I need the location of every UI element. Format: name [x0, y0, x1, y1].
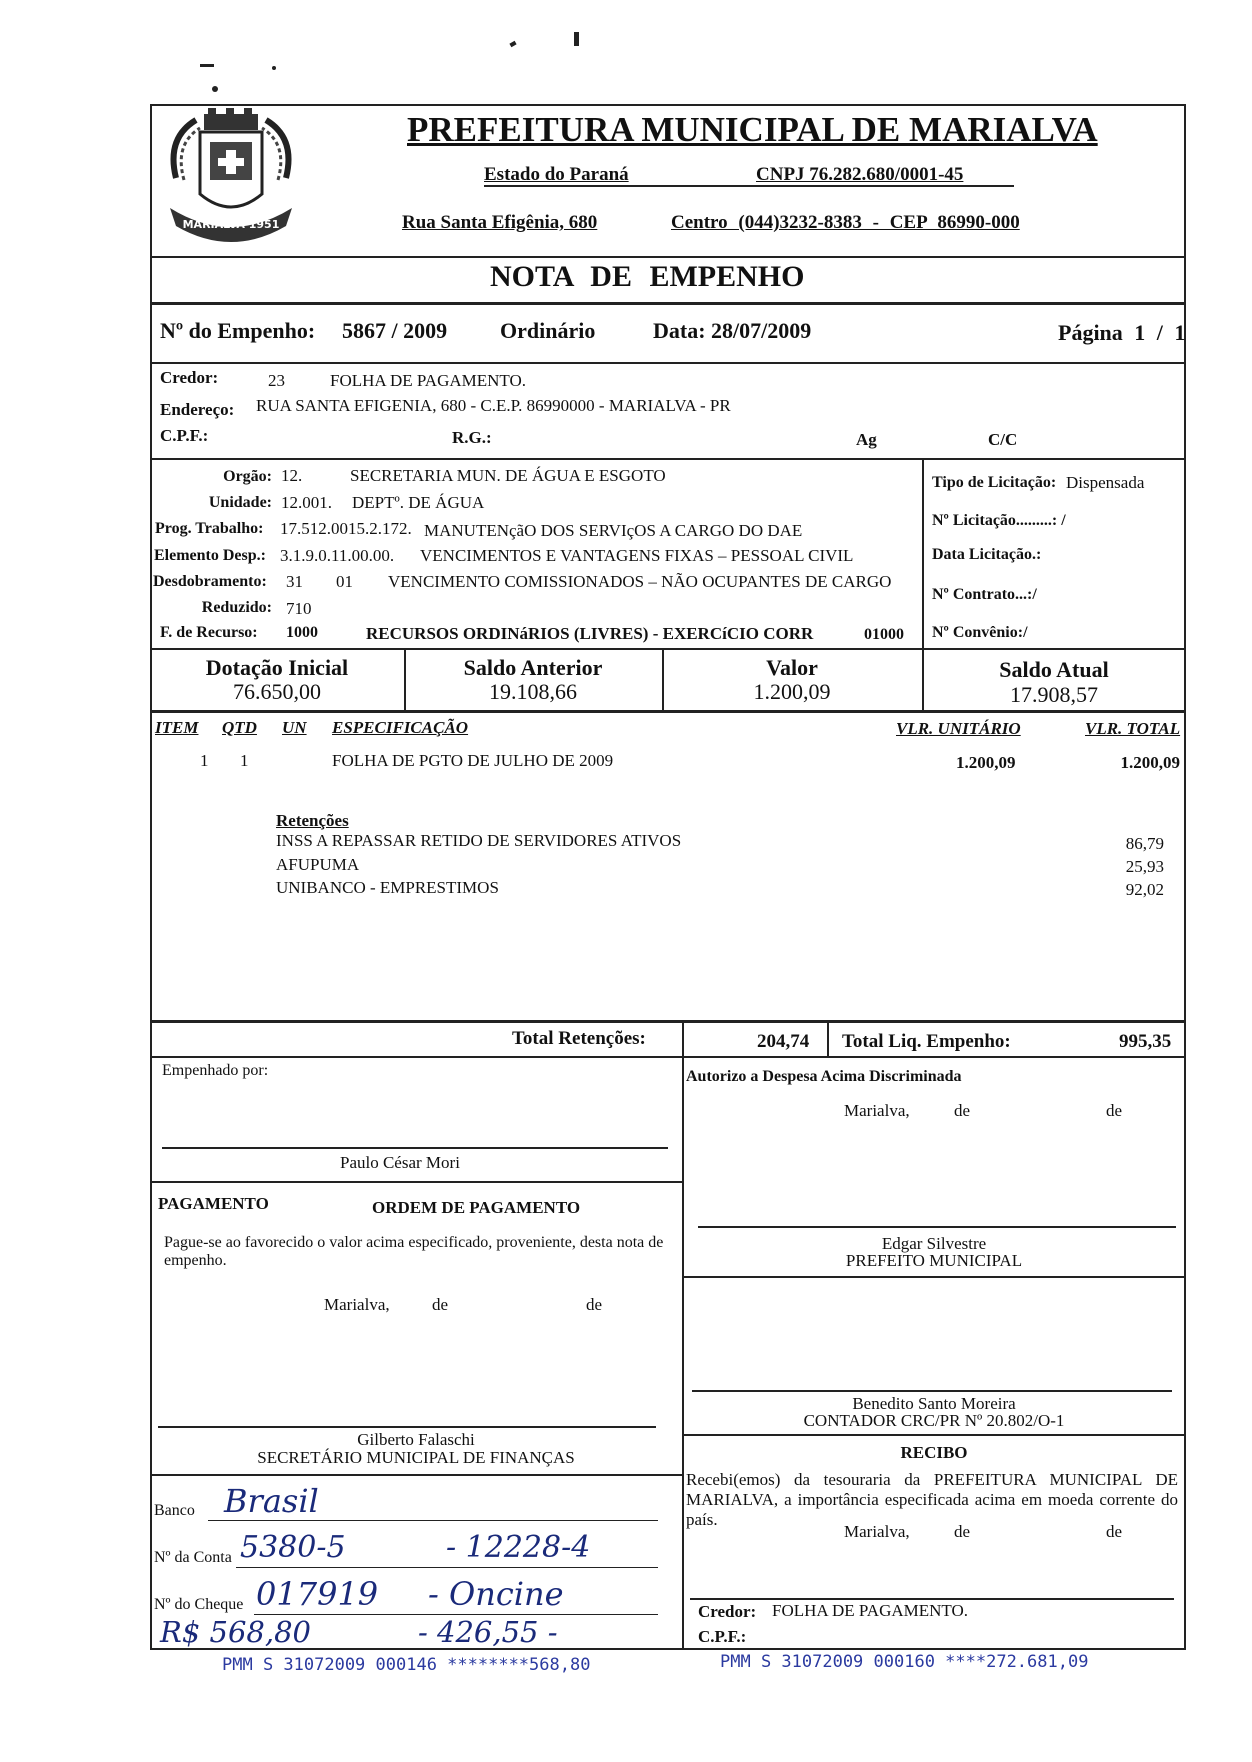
- divider: [150, 362, 1186, 364]
- autorizo-de: de: [954, 1101, 971, 1120]
- signature-line: [236, 1567, 658, 1568]
- item-unit-value: 1.200,09: [956, 753, 1016, 772]
- elemento-code: 3.1.9.0.11.00.00.: [280, 546, 395, 565]
- credor-name: FOLHA DE PAGAMENTO.: [330, 371, 526, 390]
- desdobramento-value: VENCIMENTO COMISSIONADOS – NÃO OCUPANTES DE CARGO: [388, 572, 892, 591]
- divider: [150, 648, 1186, 650]
- divider: [682, 1434, 1186, 1436]
- empenho-label: Nº do Empenho:: [160, 318, 316, 343]
- contador-role: CONTADOR CRC/PR Nº 20.802/O-1: [803, 1411, 1065, 1430]
- convenio-number: Nº Convênio:/: [932, 624, 1028, 641]
- retencao-value: 92,02: [1125, 880, 1164, 899]
- banco-label: Banco: [154, 1502, 195, 1519]
- saldo-anterior-value: 19.108,66: [489, 679, 577, 704]
- credor-code: 23: [268, 371, 285, 390]
- retencao-value: 86,79: [1125, 834, 1164, 853]
- elemento-label: Elemento Desp.:: [154, 547, 266, 564]
- scan-mark: [272, 66, 276, 70]
- recibo-title: RECIBO: [900, 1443, 968, 1462]
- banco-handwritten: Brasil: [224, 1482, 319, 1520]
- crest-motto: MARIALVA 1951: [182, 218, 280, 231]
- saldo-anterior-label: Saldo Anterior: [463, 655, 603, 680]
- col-un: UN: [282, 718, 307, 737]
- signature-line: [162, 1147, 668, 1149]
- recurso-code: 1000: [286, 624, 318, 641]
- reduzido-value: 710: [286, 599, 312, 618]
- total-retencoes-label: Total Retenções:: [512, 1028, 646, 1049]
- cnpj-label: CNPJ 76.282.680/0001-45: [756, 164, 964, 185]
- pagamento-de: de: [586, 1295, 603, 1314]
- licitacao-date: Data Licitação.:: [932, 546, 1042, 563]
- prog-code: 17.512.0015.2.172.: [280, 519, 412, 538]
- recibo-de: de: [954, 1522, 971, 1541]
- endereco-label: Endereço:: [160, 400, 235, 419]
- divider: [682, 1276, 1186, 1278]
- desdobramento-sub: 01: [336, 572, 353, 591]
- contrato-number: Nº Contrato...:/: [932, 586, 1037, 603]
- signature-line: [690, 1598, 1174, 1600]
- address-label: Rua Santa Efigênia, 680: [402, 212, 598, 233]
- conta-label: Nº da Conta: [154, 1549, 232, 1566]
- dotacao-value: 76.650,00: [233, 679, 321, 704]
- valor-label: Valor: [766, 655, 818, 680]
- item-total-value: 1.200,09: [1120, 753, 1180, 772]
- autorizo-de: de: [1106, 1101, 1123, 1120]
- unidade-value: DEPTº. DE ÁGUA: [352, 493, 485, 512]
- reduzido-label: Reduzido:: [201, 599, 272, 616]
- crest-icon: [156, 108, 306, 250]
- col-total: VLR. TOTAL: [1085, 719, 1181, 738]
- item-qtd: 1: [240, 751, 249, 770]
- recibo-city: Marialva,: [844, 1522, 910, 1541]
- state-label: Estado do Paraná: [484, 164, 629, 185]
- scan-mark: [509, 41, 516, 47]
- divider: [827, 1020, 829, 1056]
- secretario-name: Gilberto Falaschi: [357, 1430, 475, 1449]
- divider: [150, 302, 1186, 305]
- autorizo-city: Marialva,: [844, 1101, 910, 1120]
- recibo-credor-label: Credor:: [698, 1602, 757, 1621]
- col-item: ITEM: [155, 718, 199, 737]
- autorizo-title: Autorizo a Despesa Acima Discriminada: [686, 1068, 962, 1085]
- signature-line: [208, 1520, 658, 1521]
- retencao-label: AFUPUMA: [276, 855, 360, 874]
- recibo-text: Recebi(emos) da tesouraria da PREFEITURA MUNICIPAL DE MARIALVA, a importância especificada acima em moeda corrente do país.: [686, 1470, 1178, 1529]
- item-spec: FOLHA DE PGTO DE JULHO DE 2009: [332, 751, 614, 770]
- conta-handwritten: 5380-5: [240, 1530, 346, 1565]
- orgao-value: SECRETARIA MUN. DE ÁGUA E ESGOTO: [350, 466, 666, 485]
- recurso-label: F. de Recurso:: [160, 624, 258, 641]
- pagamento-text: Pague-se ao favorecido o valor acima especificado, proveniente, desta nota de empenho.: [164, 1234, 664, 1269]
- divider: [922, 458, 924, 648]
- divider: [150, 256, 1186, 258]
- recurso-num: 01000: [864, 626, 904, 643]
- pagamento-label: PAGAMENTO: [158, 1194, 269, 1213]
- desdobramento-code: 31: [286, 572, 303, 591]
- divider: [150, 1056, 1186, 1058]
- pagamento-city: Marialva,: [324, 1295, 390, 1314]
- secretario-role: SECRETÁRIO MUNICIPAL DE FINANÇAS: [257, 1448, 575, 1467]
- payment-stamp-right: PMM S 31072009 000160 ****272.681,09: [720, 1652, 1089, 1672]
- elemento-value: VENCIMENTOS E VANTAGENS FIXAS – PESSOAL CIVIL: [420, 546, 854, 565]
- licitacao-tipo-label: Tipo de Licitação:: [932, 474, 1057, 491]
- credor-label: Credor:: [160, 368, 219, 387]
- empenho-type: Ordinário: [500, 318, 596, 343]
- endereco-value: RUA SANTA EFIGENIA, 680 - C.E.P. 86990000 - MARIALVA - PR: [256, 396, 731, 415]
- divider: [150, 458, 1186, 460]
- divider: [150, 710, 1186, 713]
- unidade-label: Unidade:: [208, 494, 272, 511]
- retencao-label: UNIBANCO - EMPRESTIMOS: [276, 878, 499, 897]
- recibo-credor-value: FOLHA DE PAGAMENTO.: [772, 1601, 968, 1620]
- licitacao-number: Nº Licitação.........: /: [932, 512, 1066, 529]
- contador-name: Benedito Santo Moreira: [852, 1394, 1016, 1413]
- divider: [150, 1020, 1186, 1023]
- prog-value: MANUTENçãO DOS SERVIçOS A CARGO DO DAE: [424, 521, 803, 540]
- cheque-handwritten: 017919: [256, 1575, 379, 1613]
- prefeito-name: Edgar Silvestre: [881, 1234, 987, 1253]
- scan-mark: [212, 86, 218, 92]
- cheque2-handwritten: - Oncine: [428, 1575, 564, 1613]
- conta2-handwritten: - 12228-4: [446, 1530, 591, 1565]
- signature-line: [158, 1426, 656, 1428]
- page-title: PREFEITURA MUNICIPAL DE MARIALVA: [407, 110, 1098, 149]
- scan-mark: [574, 32, 579, 46]
- empenhado-label: Empenhado por:: [162, 1062, 269, 1079]
- prefeito-role: PREFEITO MUNICIPAL: [845, 1251, 1023, 1270]
- dotacao-label: Dotação Inicial: [205, 655, 349, 680]
- valor-value: 1.200,09: [753, 679, 831, 704]
- orgao-label: Orgão:: [223, 468, 272, 485]
- licitacao-tipo-value: Dispensada: [1066, 473, 1145, 492]
- ag-label: Ag: [856, 430, 877, 449]
- recurso-value: RECURSOS ORDINáRIOS (LIVRES) - EXERCíCIO CORR: [366, 624, 814, 643]
- cpf-label: C.P.F.:: [160, 426, 209, 445]
- retencao-value: 25,93: [1125, 857, 1164, 876]
- divider: [682, 1020, 684, 1056]
- signature-line: [698, 1226, 1176, 1228]
- col-spec: ESPECIFICAÇÃO: [332, 718, 469, 737]
- page-number: Página 1 / 1: [1058, 320, 1186, 345]
- empenhado-name: Paulo César Mori: [340, 1153, 460, 1172]
- municipal-crest: [156, 108, 306, 250]
- cheque-label: Nº do Cheque: [154, 1596, 244, 1613]
- retencao-label: INSS A REPASSAR RETIDO DE SERVIDORES ATIVOS: [276, 831, 682, 850]
- divider: [484, 185, 1014, 187]
- orgao-code: 12.: [281, 466, 303, 485]
- prog-label: Prog. Trabalho:: [155, 520, 264, 537]
- district-phone-label: Centro (044)3232-8383 - CEP 86990-000: [671, 212, 1020, 233]
- payment-stamp-left: PMM S 31072009 000146 ********568,80: [222, 1655, 591, 1675]
- item-number: 1: [200, 751, 209, 770]
- retencoes-title: Retenções: [276, 811, 349, 830]
- pagamento-de: de: [432, 1295, 449, 1314]
- recibo-de: de: [1106, 1522, 1123, 1541]
- doc-title: NOTA DE EMPENHO: [490, 260, 805, 293]
- desdobramento-label: Desdobramento:: [153, 573, 267, 590]
- ordem-pagamento-title: ORDEM DE PAGAMENTO: [372, 1198, 581, 1217]
- divider: [682, 1056, 684, 1650]
- divider: [150, 1181, 682, 1183]
- col-qtd: QTD: [222, 718, 257, 737]
- rs-handwritten: R$ 568,80: [160, 1615, 311, 1649]
- total-liq-value: 995,35: [1119, 1031, 1172, 1052]
- col-unit: VLR. UNITÁRIO: [896, 719, 1021, 738]
- total-liq-label: Total Liq. Empenho:: [842, 1031, 1011, 1052]
- saldo-atual-value: 17.908,57: [1010, 682, 1098, 707]
- recibo-cpf-label: C.P.F.:: [698, 1627, 747, 1646]
- scan-mark: [200, 64, 214, 67]
- rs2-handwritten: - 426,55 -: [418, 1615, 558, 1649]
- unidade-code: 12.001.: [281, 493, 332, 512]
- divider: [150, 1474, 682, 1476]
- empenho-number: 5867 / 2009: [342, 318, 448, 343]
- total-retencoes-value: 204,74: [757, 1031, 810, 1052]
- rg-label: R.G.:: [452, 428, 492, 447]
- cc-label: C/C: [988, 430, 1018, 449]
- saldo-atual-label: Saldo Atual: [999, 657, 1109, 682]
- signature-line: [692, 1390, 1172, 1392]
- empenho-date: Data: 28/07/2009: [653, 318, 812, 343]
